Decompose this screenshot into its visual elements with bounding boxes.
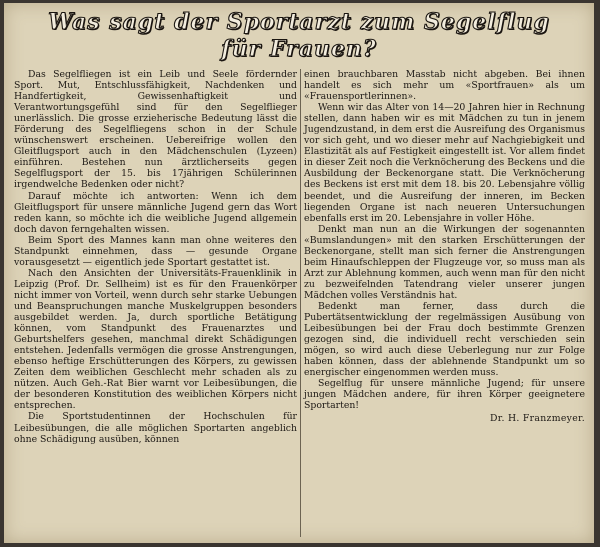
paragraph: Denkt man nun an die Wirkungen der sogenannten «Bumslandungen» mit den starken Erschütterungen der Beckenorgane, stellt man sich ferner die Anstrengungen beim Hinaufschleppen der Flugzeuge vor, so muss man als Arzt zur Ablehnung kommen, auch wenn man für den nicht zu bezweifelnden Tatendrang vieler unserer jungen Mädchen volles Verständnis hat. xyxy=(304,223,585,301)
paragraph: Das Segelfliegen ist ein Leib und Seele fördernder Sport. Mut, Entschlussfähigkeit, Nachdenken und Handfertigkeit, Gewissenhaftigkeit und Verantwortungsgefühl sind für den Segelflieger unerlässlich. Die grosse erzieherische Bedeutung lässt die Förderung des Segelfliegens schon in der Schule wünschenswert erscheinen. Uebereifrige wollen den Gleitflugsport auch in den Mädchenschulen (Lyzeen) einführen. Bestehen nun ärztlicherseits gegen Segelflugsport der 15. bis 17jährigen Schülerinnen irgendwelche Bedenken oder nicht? xyxy=(14,69,297,191)
headline-line-1: Was sagt der Sportarzt zum Segelflug xyxy=(48,9,550,35)
left-column xyxy=(14,69,297,445)
paragraph: Segelflug für unsere männliche Jugend; für unsere jungen Mädchen andere, für ihren Körper geeignetere Sportarten! xyxy=(304,378,585,412)
paragraph: Wenn wir das Alter von 14—20 Jahren hier in Rechnung stellen, dann haben wir es mit Mädchen zu tun in jenem Jugendzustand, in dem erst die Ausreifung des Organismus vor sich geht, und wo dieser mehr auf Nachgiebigkeit und Elastizität als auf Festigkeit eingestellt ist. Vor allem findet in dieser Zeit noch die Verknöcherung des Beckens und die Ausbildung der Beckenorgane statt. Die Verknöcherung des Beckens ist erst mit dem 18. bis 20. Lebensjahre völlig beendet, und die Ausreifung der inneren, im Becken liegenden Organe ist nach neueren Untersuchungen ebenfalls erst im 20. Lebensjahre in voller Höhe. xyxy=(304,102,585,224)
paragraph: Bedenkt man ferner, dass durch die Pubertätsentwicklung der regelmässigen Ausübung von Leibesübungen bei der Frau doch bestimmte Grenzen gezogen sind, die individuell recht verschieden sein mögen, so wird auch diese Ueberlegung nur zur Folge haben können, dass der ablehnende Standpunkt um so energischer eingenommen werden muss. xyxy=(304,300,585,379)
paragraph: einen brauchbaren Masstab nicht abgeben. Bei ihnen handelt es sich mehr um «Sportfrauen» als um «Frauensportlerinnen». xyxy=(304,69,585,103)
column-divider xyxy=(300,69,301,537)
headline-line-2: für Frauen? xyxy=(221,36,377,62)
paragraph: Beim Sport des Mannes kann man ohne weiteres den Standpunkt einnehmen, dass — gesunde Organe vorausgesetzt — eigentlich jede Sportart gestattet ist. xyxy=(14,234,297,268)
paragraph: Darauf möchte ich antworten: Wenn ich dem Gleitflugsport für unsere männliche Jugend gern das Wort reden kann, so möchte ich die weibliche Jugend allgemein doch davon ferngehalten wissen. xyxy=(14,190,297,235)
right-column xyxy=(304,69,585,425)
paragraph: Nach den Ansichten der Universitäts-Frauenklinik in Leipzig (Prof. Dr. Sellheim) ist es für den Frauenkörper nicht immer von Vorteil, wenn durch sehr starke Uebungen und Beanspruchungen manche Muskelgruppen besonders ausgebildet werden. Ja, durch sportliche Betätigung können, vom Standpunkt des Frauenarztes und Geburtshelfers gesehen, manchmal direkt Schädigungen entstehen. Jedenfalls vermögen die grosse Anstrengungen, ebenso heftige Erschütterungen des Körpers, zu gewissen Zeiten dem weiblichen Geschlecht mehr schaden als zu nützen. Auch Geh.-Rat Bier warnt vor Leibesübungen, die der besonderen Konstitution des weiblichen Körpers nicht entsprechen. xyxy=(14,267,297,412)
author-signature: Dr. H. Franzmeyer. xyxy=(490,413,585,425)
newspaper-clipping xyxy=(4,3,594,543)
paragraph: Die Sportstudentinnen der Hochschulen für Leibesübungen, die alle möglichen Sportarten angeblich ohne Schädigung ausüben, können xyxy=(14,411,297,445)
